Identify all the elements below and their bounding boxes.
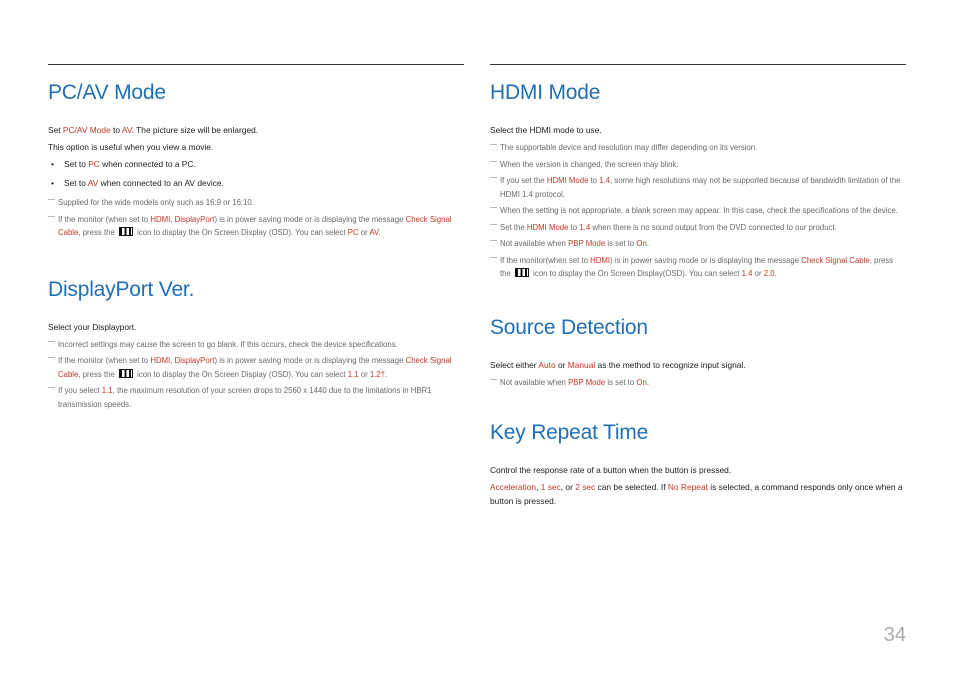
source-detection-heading: Source Detection	[490, 315, 648, 339]
note-item: — The supportable device and resolution may differ depending on its version.	[490, 141, 906, 155]
pc-av-mode-description: Set PC/AV Mode to AV. The picture size will be enlarged.	[48, 125, 259, 135]
note-item: — If the monitor (when set to HDMI, DisplayPort) is in power saving mode or is displaying the message Check Signal Cable, press the icon to display the On Screen Display (OSD). You can select PC or AV.	[48, 213, 464, 240]
left-column	[48, 64, 464, 414]
displayport-description: Select your Displayport.	[48, 321, 137, 332]
key-repeat-time-heading: Key Repeat Time	[490, 421, 649, 444]
key-repeat-time-options: Acceleration, 1 sec, or 2 sec can be selected. If No Repeat is selected, a command responds only once when a button is pressed.	[490, 482, 903, 506]
displayport-notes	[48, 338, 464, 412]
note-item: — Not available when PBP Mode is set to On.	[490, 237, 906, 251]
note-item: — When the setting is not appropriate, a blank screen may appear. In this case, check the specifications of the device.	[490, 204, 906, 218]
pc-av-mode-usage: This option is useful when you view a movie.	[48, 142, 214, 152]
hdmi-mode-heading: HDMI Mode	[490, 81, 601, 104]
note-item: — Supplied for the wide models only such as 16:9 or 16:10.	[48, 196, 464, 210]
note-item: — Incorrect settings may cause the screen to go blank. If this occurs, check the device specifications.	[48, 338, 464, 352]
pc-av-mode-section	[48, 80, 464, 240]
pc-av-options-list	[48, 158, 464, 191]
note-item: — If you select 1.1, the maximum resolution of your screen drops to 2560 x 1440 due to the limitations in HBR1 transmission speeds.	[48, 384, 464, 411]
menu-icon	[515, 268, 529, 277]
source-detection-section	[490, 315, 906, 390]
hdmi-mode-section	[490, 80, 906, 281]
note-item: — Not available when PBP Mode is set to On.	[490, 376, 906, 390]
list-item: • Set to AV when connected to an AV device.	[48, 177, 464, 191]
note-item: — If you set the HDMI Mode to 1.4, some high resolutions may not be supported because of bandwidth limitation of the HDMI 1.4 protocol.	[490, 174, 906, 201]
hdmi-mode-notes	[490, 141, 906, 281]
note-item: — When the version is changed, the screen may blink.	[490, 158, 906, 172]
note-item: — Set the HDMI Mode to 1.4 when there is no sound output from the DVD connected to our product.	[490, 221, 906, 235]
section-divider	[490, 64, 906, 65]
key-repeat-time-section	[490, 420, 906, 508]
list-item: • Set to PC when connected to a PC.	[48, 158, 464, 172]
pc-av-notes	[48, 196, 464, 240]
section-divider	[48, 64, 464, 65]
displayport-section	[48, 277, 464, 412]
note-item: — If the monitor(when set to HDMI) is in power saving mode or is displaying the message Check Signal Cable, press the icon to display the On Screen Display(OSD). You can select 1.4 or 2.0.	[490, 254, 906, 281]
right-column	[490, 64, 906, 512]
menu-icon	[119, 369, 133, 378]
pc-av-mode-heading: PC/AV Mode	[48, 81, 166, 104]
page-number: 34	[883, 624, 906, 646]
menu-icon	[119, 227, 133, 236]
hdmi-mode-description: Select the HDMI mode to use.	[490, 125, 602, 135]
displayport-heading: DisplayPort Ver.	[48, 277, 195, 301]
source-detection-description: Select either Auto or Manual as the method to recognize input signal.	[490, 359, 746, 370]
note-item: — If the monitor (when set to HDMI, DisplayPort) is in power saving mode or is displaying the message Check Signal Cable, press the icon to display the On Screen Display (OSD). You can select 1.1 or 1.2†.	[48, 354, 464, 381]
key-repeat-time-description: Control the response rate of a button when the button is pressed.	[490, 465, 732, 475]
source-detection-notes	[490, 376, 906, 390]
